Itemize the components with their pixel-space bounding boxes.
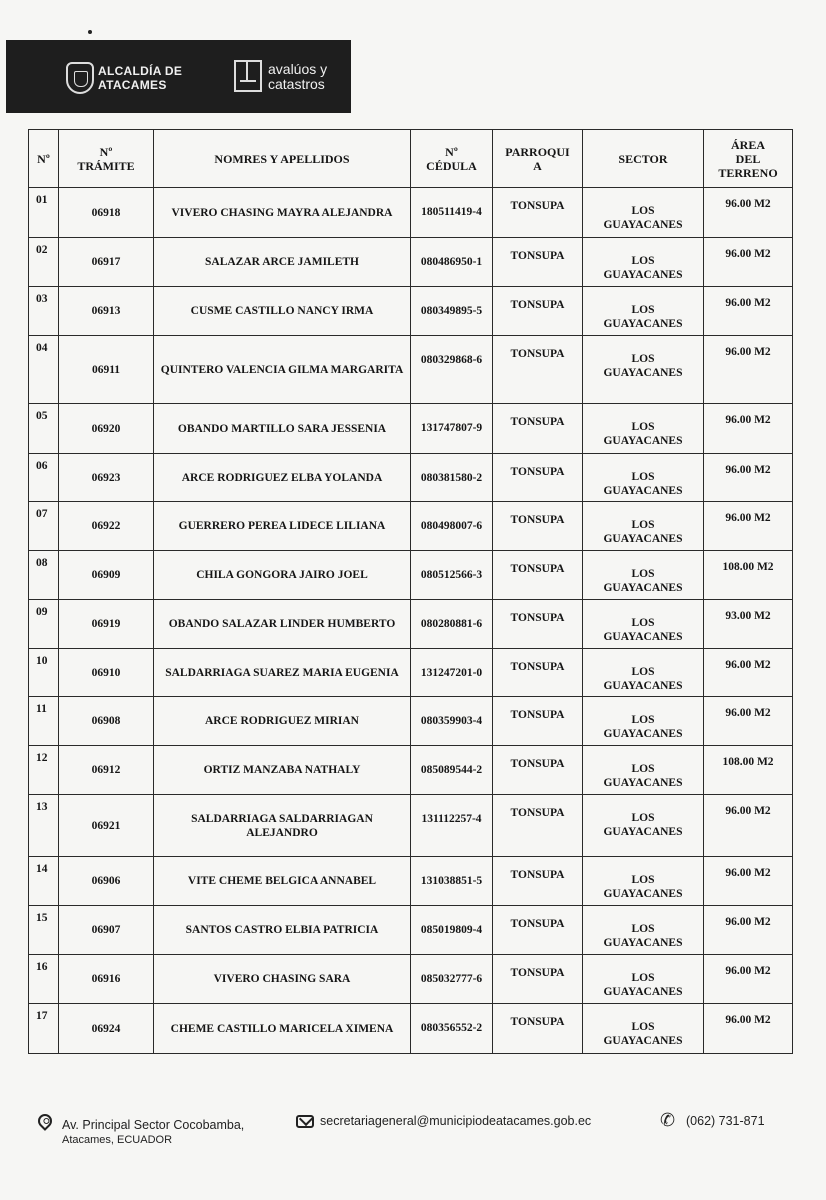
cell-sector: LOS GUAYACANES <box>583 454 704 502</box>
cell-cedula: 131747807-9 <box>411 404 493 454</box>
cell-nombre: VIVERO CHASING SARA <box>154 955 411 1004</box>
cell-nombre: OBANDO SALAZAR LINDER HUMBERTO <box>154 600 411 649</box>
address-line1: Av. Principal Sector Cocobamba, <box>62 1118 245 1132</box>
cell-area: 96.00 M2 <box>704 955 793 1004</box>
header-nombres: NOMRES Y APELLIDOS <box>154 130 411 188</box>
cell-cedula: 080349895-5 <box>411 287 493 336</box>
avaluos-mark-icon <box>234 60 262 92</box>
cell-no: 05 <box>29 404 59 454</box>
cell-no: 06 <box>29 454 59 502</box>
cell-area: 96.00 M2 <box>704 454 793 502</box>
registry-table <box>28 129 793 1054</box>
cell-nombre: ARCE RODRIGUEZ MIRIAN <box>154 697 411 746</box>
cell-no: 04 <box>29 336 59 404</box>
header-parroquia: PARROQUI A <box>493 130 583 188</box>
cell-area: 96.00 M2 <box>704 1004 793 1054</box>
cell-nombre: CHILA GONGORA JAIRO JOEL <box>154 551 411 600</box>
table-row <box>29 955 793 1004</box>
header-sector: SECTOR <box>583 130 704 188</box>
cell-sector: LOS GUAYACANES <box>583 697 704 746</box>
cell-nombre: GUERRERO PEREA LIDECE LILIANA <box>154 502 411 551</box>
cell-cedula: 080280881-6 <box>411 600 493 649</box>
cell-nombre: SALDARRIAGA SUAREZ MARIA EUGENIA <box>154 649 411 697</box>
cell-cedula: 080512566-3 <box>411 551 493 600</box>
cell-cedula: 080356552-2 <box>411 1004 493 1054</box>
alcaldia-line1: ALCALDÍA DE <box>98 64 183 78</box>
cell-area: 96.00 M2 <box>704 287 793 336</box>
cell-no: 15 <box>29 906 59 955</box>
cell-sector: LOS GUAYACANES <box>583 404 704 454</box>
cell-tramite: 06924 <box>59 1004 154 1054</box>
cell-no: 14 <box>29 857 59 906</box>
alcaldia-line2: ATACAMES <box>98 78 167 92</box>
cell-area: 96.00 M2 <box>704 795 793 857</box>
table-row <box>29 600 793 649</box>
cell-no: 03 <box>29 287 59 336</box>
table-row <box>29 188 793 238</box>
cell-tramite: 06916 <box>59 955 154 1004</box>
cell-nombre: SALAZAR ARCE JAMILETH <box>154 238 411 287</box>
cell-area: 96.00 M2 <box>704 502 793 551</box>
cell-nombre: CUSME CASTILLO NANCY IRMA <box>154 287 411 336</box>
header-cedula: Nº CÉDULA <box>411 130 493 188</box>
cell-tramite: 06920 <box>59 404 154 454</box>
cell-tramite: 06909 <box>59 551 154 600</box>
cell-parroquia: TONSUPA <box>493 1004 583 1054</box>
cell-parroquia: TONSUPA <box>493 551 583 600</box>
cell-area: 96.00 M2 <box>704 188 793 238</box>
cell-sector: LOS GUAYACANES <box>583 188 704 238</box>
table-row <box>29 287 793 336</box>
cell-tramite: 06913 <box>59 287 154 336</box>
cell-sector: LOS GUAYACANES <box>583 502 704 551</box>
cell-sector: LOS GUAYACANES <box>583 746 704 795</box>
cell-nombre: VIVERO CHASING MAYRA ALEJANDRA <box>154 188 411 238</box>
cell-parroquia: TONSUPA <box>493 906 583 955</box>
cell-no: 17 <box>29 1004 59 1054</box>
table-row <box>29 551 793 600</box>
cell-area: 108.00 M2 <box>704 746 793 795</box>
cell-no: 11 <box>29 697 59 746</box>
cell-parroquia: TONSUPA <box>493 795 583 857</box>
cell-no: 13 <box>29 795 59 857</box>
dept-line2: catastros <box>268 76 325 92</box>
cell-tramite: 06919 <box>59 600 154 649</box>
cell-cedula: 080329868-6 <box>411 336 493 404</box>
cell-parroquia: TONSUPA <box>493 649 583 697</box>
cell-cedula: 080381580-2 <box>411 454 493 502</box>
cell-no: 12 <box>29 746 59 795</box>
cell-tramite: 06912 <box>59 746 154 795</box>
table-row <box>29 238 793 287</box>
dept-line1: avalúos y <box>268 61 328 77</box>
cell-nombre: OBANDO MARTILLO SARA JESSENIA <box>154 404 411 454</box>
cell-no: 02 <box>29 238 59 287</box>
cell-cedula: 080486950-1 <box>411 238 493 287</box>
cell-area: 108.00 M2 <box>704 551 793 600</box>
cell-cedula: 080498007-6 <box>411 502 493 551</box>
cell-sector: LOS GUAYACANES <box>583 600 704 649</box>
location-pin-icon <box>35 1111 55 1131</box>
cell-parroquia: TONSUPA <box>493 746 583 795</box>
cell-parroquia: TONSUPA <box>493 287 583 336</box>
cell-sector: LOS GUAYACANES <box>583 238 704 287</box>
cell-tramite: 06910 <box>59 649 154 697</box>
footer <box>0 1110 826 1150</box>
cell-tramite: 06917 <box>59 238 154 287</box>
header-no: Nº <box>29 130 59 188</box>
table-row <box>29 649 793 697</box>
cell-area: 96.00 M2 <box>704 336 793 404</box>
cell-parroquia: TONSUPA <box>493 188 583 238</box>
cell-sector: LOS GUAYACANES <box>583 287 704 336</box>
cell-sector: LOS GUAYACANES <box>583 857 704 906</box>
cell-cedula: 131247201-0 <box>411 649 493 697</box>
cell-nombre: QUINTERO VALENCIA GILMA MARGARITA <box>154 336 411 404</box>
cell-parroquia: TONSUPA <box>493 502 583 551</box>
cell-parroquia: TONSUPA <box>493 857 583 906</box>
cell-no: 07 <box>29 502 59 551</box>
table-row <box>29 454 793 502</box>
municipal-seal-icon <box>66 62 94 94</box>
table-header-row <box>29 130 793 188</box>
cell-nombre: VITE CHEME BELGICA ANNABEL <box>154 857 411 906</box>
cell-sector: LOS GUAYACANES <box>583 1004 704 1054</box>
footer-phone[interactable]: (062) 731-871 <box>686 1114 765 1128</box>
cell-sector: LOS GUAYACANES <box>583 336 704 404</box>
footer-address <box>62 1118 244 1148</box>
cell-tramite: 06907 <box>59 906 154 955</box>
header-tramite: Nº TRÁMITE <box>59 130 154 188</box>
cell-no: 09 <box>29 600 59 649</box>
cell-nombre: SANTOS CASTRO ELBIA PATRICIA <box>154 906 411 955</box>
cell-parroquia: TONSUPA <box>493 454 583 502</box>
cell-cedula: 085032777-6 <box>411 955 493 1004</box>
cell-area: 96.00 M2 <box>704 649 793 697</box>
cell-no: 01 <box>29 188 59 238</box>
cell-tramite: 06923 <box>59 454 154 502</box>
table-row <box>29 502 793 551</box>
cell-no: 16 <box>29 955 59 1004</box>
cell-area: 96.00 M2 <box>704 238 793 287</box>
table-row <box>29 697 793 746</box>
cell-cedula: 131112257-4 <box>411 795 493 857</box>
table-row <box>29 746 793 795</box>
cell-area: 96.00 M2 <box>704 697 793 746</box>
mail-icon <box>296 1115 314 1128</box>
cell-sector: LOS GUAYACANES <box>583 551 704 600</box>
cell-no: 10 <box>29 649 59 697</box>
cell-area: 96.00 M2 <box>704 857 793 906</box>
cell-nombre: ARCE RODRIGUEZ ELBA YOLANDA <box>154 454 411 502</box>
cell-area: 96.00 M2 <box>704 906 793 955</box>
cell-tramite: 06906 <box>59 857 154 906</box>
avaluos-logo <box>234 60 344 96</box>
cell-cedula: 131038851-5 <box>411 857 493 906</box>
cell-parroquia: TONSUPA <box>493 238 583 287</box>
table-row <box>29 1004 793 1054</box>
cell-parroquia: TONSUPA <box>493 600 583 649</box>
table-row <box>29 906 793 955</box>
alcaldia-logo <box>66 62 183 96</box>
paper-speck <box>88 30 92 34</box>
cell-nombre: SALDARRIAGA SALDARRIAGAN ALEJANDRO <box>154 795 411 857</box>
cell-cedula: 085019809-4 <box>411 906 493 955</box>
cell-area: 96.00 M2 <box>704 404 793 454</box>
phone-icon: ✆ <box>660 1110 676 1131</box>
cell-no: 08 <box>29 551 59 600</box>
cell-parroquia: TONSUPA <box>493 697 583 746</box>
cell-cedula: 085089544-2 <box>411 746 493 795</box>
cell-parroquia: TONSUPA <box>493 404 583 454</box>
cell-nombre: ORTIZ MANZABA NATHALY <box>154 746 411 795</box>
cell-sector: LOS GUAYACANES <box>583 906 704 955</box>
cell-cedula: 080359903-4 <box>411 697 493 746</box>
cell-tramite: 06922 <box>59 502 154 551</box>
cell-sector: LOS GUAYACANES <box>583 795 704 857</box>
cell-sector: LOS GUAYACANES <box>583 649 704 697</box>
cell-sector: LOS GUAYACANES <box>583 955 704 1004</box>
cell-parroquia: TONSUPA <box>493 336 583 404</box>
table-row <box>29 795 793 857</box>
cell-area: 93.00 M2 <box>704 600 793 649</box>
cell-tramite: 06921 <box>59 795 154 857</box>
table-row <box>29 857 793 906</box>
footer-email[interactable]: secretariageneral@municipiodeatacames.gob.ec <box>320 1114 592 1128</box>
table-row <box>29 404 793 454</box>
cell-parroquia: TONSUPA <box>493 955 583 1004</box>
cell-nombre: CHEME CASTILLO MARICELA XIMENA <box>154 1004 411 1054</box>
cell-tramite: 06908 <box>59 697 154 746</box>
table-row <box>29 336 793 404</box>
header-area: ÁREA DEL TERRENO <box>704 130 793 188</box>
header-bar <box>6 40 351 113</box>
cell-tramite: 06911 <box>59 336 154 404</box>
address-line2: Atacames, ECUADOR <box>62 1134 173 1146</box>
cell-cedula: 180511419-4 <box>411 188 493 238</box>
cell-tramite: 06918 <box>59 188 154 238</box>
